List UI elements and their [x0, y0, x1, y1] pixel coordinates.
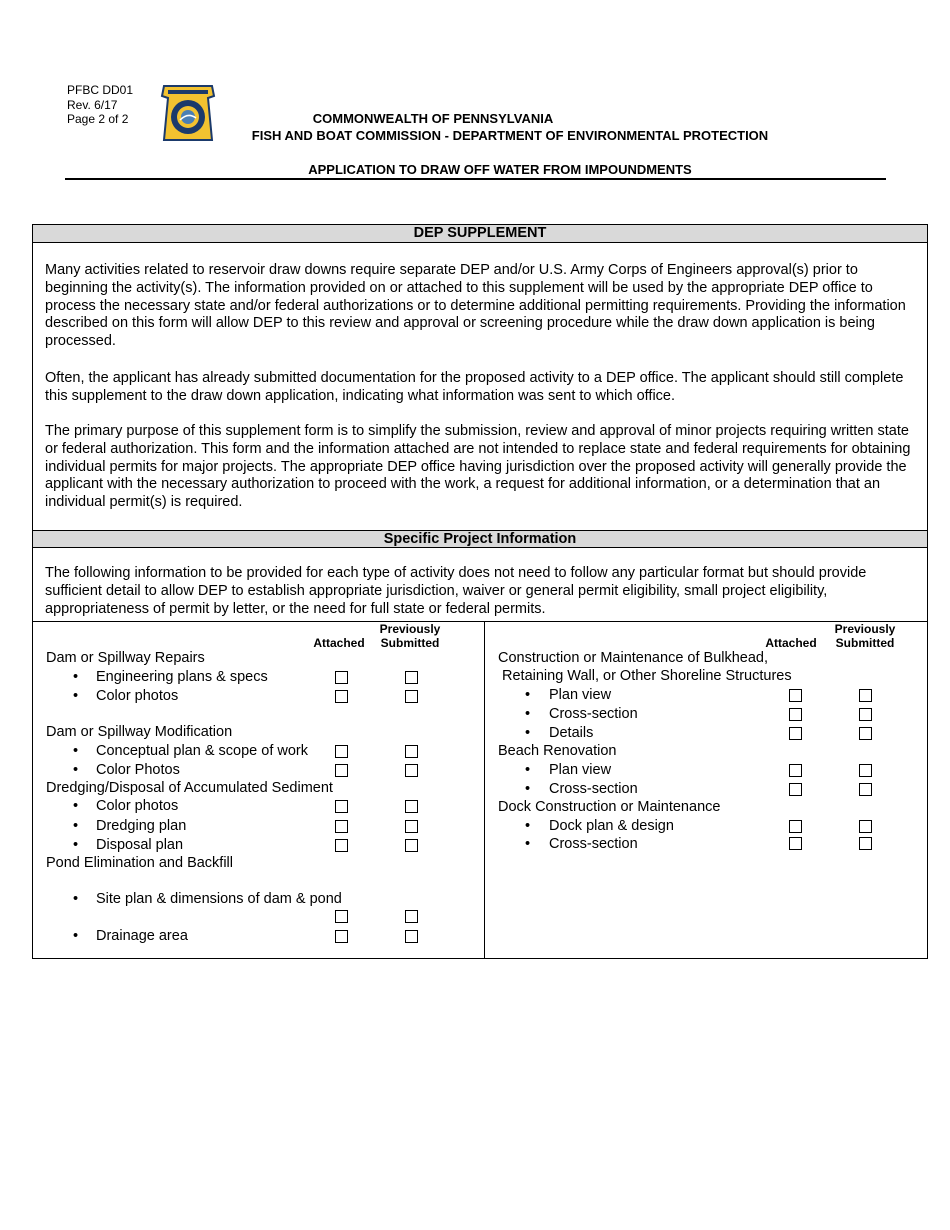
form-revision: Rev. 6/17 — [67, 97, 118, 112]
bullet: • — [73, 837, 79, 853]
bullet: • — [525, 836, 531, 852]
dep-supplement-box — [32, 224, 928, 959]
item-cross-section-dock: Cross-section — [549, 836, 638, 852]
header-rule — [65, 178, 886, 180]
site-plan-previously-checkbox[interactable] — [405, 910, 418, 923]
item-color-photos-modification: Color Photos — [96, 762, 180, 778]
plan-view-bulkhead-attached-checkbox[interactable] — [789, 689, 802, 702]
item-plan-view-beach: Plan view — [549, 762, 612, 778]
right-col-previously-header — [831, 622, 899, 650]
bullet: • — [525, 781, 531, 797]
header-line-3: APPLICATION TO DRAW OFF WATER FROM IMPOUNDMENTS — [308, 162, 692, 177]
color-photos-repairs-attached-checkbox[interactable] — [335, 690, 348, 703]
item-site-plan: Site plan & dimensions of dam & pond — [96, 891, 342, 907]
item-dock-plan: Dock plan & design — [549, 818, 674, 834]
group-dam-spillway-repairs: Dam or Spillway Repairs — [46, 650, 205, 666]
dep-supplement-title: DEP SUPPLEMENT — [33, 225, 927, 243]
submitted-label: Submitted — [380, 636, 440, 650]
item-dredging-plan: Dredging plan — [96, 818, 187, 834]
group-bulkhead-line-1: Construction or Maintenance of Bulkhead, — [498, 650, 769, 666]
bullet: • — [73, 688, 79, 704]
color-photos-modification-previously-checkbox[interactable] — [405, 764, 418, 777]
dredging-plan-attached-checkbox[interactable] — [335, 820, 348, 833]
group-pond-elimination: Pond Elimination and Backfill — [46, 855, 233, 871]
bullet: • — [525, 725, 531, 741]
page-number: Page 2 of 2 — [67, 112, 129, 126]
plan-view-beach-attached-checkbox[interactable] — [789, 764, 802, 777]
item-disposal-plan: Disposal plan — [96, 837, 184, 853]
details-attached-checkbox[interactable] — [789, 727, 802, 740]
group-beach-renovation: Beach Renovation — [498, 743, 617, 759]
group-dock-construction: Dock Construction or Maintenance — [498, 799, 721, 815]
left-col-previously-header — [377, 622, 443, 650]
checklist-top-rule — [33, 621, 927, 622]
dock-plan-attached-checkbox[interactable] — [789, 820, 802, 833]
item-cross-section-bulkhead: Cross-section — [549, 706, 638, 722]
cross-section-dock-previously-checkbox[interactable] — [859, 837, 872, 850]
project-intro: The following information to be provided for each type of activity does not need to follow any particular format but should provide sufficient detail to allow DEP to establish appropriate jurisdiction, waiver or general permit eligibility, small project eligibility, appropriateness of permit by letter, or the need for full state or federal permits. — [45, 565, 867, 617]
checklist-column-divider — [484, 621, 485, 959]
item-cross-section-beach: Cross-section — [549, 781, 638, 797]
project-info-title: Specific Project Information — [33, 530, 927, 548]
header-line-1: COMMONWEALTH OF PENNSYLVANIA — [312, 111, 554, 126]
details-previously-checkbox[interactable] — [859, 727, 872, 740]
bullet: • — [73, 669, 79, 685]
plan-view-bulkhead-previously-checkbox[interactable] — [859, 689, 872, 702]
bullet: • — [525, 687, 531, 703]
supplement-paragraph-2: Often, the applicant has already submitted documentation for the proposed activity to a DEP office. The applicant should still complete this supplement to the draw down application, indicating what information was sent to which office. — [45, 370, 904, 404]
item-conceptual-plan: Conceptual plan & scope of work — [96, 743, 308, 759]
dredging-plan-previously-checkbox[interactable] — [405, 820, 418, 833]
bullet: • — [525, 818, 531, 834]
cross-section-bulkhead-previously-checkbox[interactable] — [859, 708, 872, 721]
dock-plan-previously-checkbox[interactable] — [859, 820, 872, 833]
color-photos-modification-attached-checkbox[interactable] — [335, 764, 348, 777]
bullet: • — [73, 891, 79, 907]
engineering-plans-attached-checkbox[interactable] — [335, 671, 348, 684]
bullet: • — [73, 818, 79, 834]
bullet: • — [73, 762, 79, 778]
cross-section-bulkhead-attached-checkbox[interactable] — [789, 708, 802, 721]
submitted-label: Submitted — [835, 636, 895, 650]
group-dredging-disposal: Dredging/Disposal of Accumulated Sediment — [46, 780, 333, 796]
color-photos-dredging-attached-checkbox[interactable] — [335, 800, 348, 813]
supplement-paragraph-1: Many activities related to reservoir draw downs require separate DEP and/or U.S. Army Corps of Engineers approval(s) prior to beginning the activity(s). The information provided on or attached to this supplement will be used by the appropriate DEP office to process the necessary state and/or federal authorizations or to determine additional permitting requirements. Providing the information described on this form will allow DEP to this review and approval or screening procedure while the draw down application is being processed. — [45, 262, 906, 350]
conceptual-plan-attached-checkbox[interactable] — [335, 745, 348, 758]
conceptual-plan-previously-checkbox[interactable] — [405, 745, 418, 758]
bullet: • — [73, 743, 79, 759]
item-details: Details — [549, 725, 594, 741]
item-color-photos-repairs: Color photos — [96, 688, 179, 704]
plan-view-beach-previously-checkbox[interactable] — [859, 764, 872, 777]
right-col-attached-header: Attached — [765, 636, 817, 650]
disposal-plan-attached-checkbox[interactable] — [335, 839, 348, 852]
bullet: • — [525, 706, 531, 722]
item-color-photos-dredging: Color photos — [96, 798, 179, 814]
disposal-plan-previously-checkbox[interactable] — [405, 839, 418, 852]
site-plan-attached-checkbox[interactable] — [335, 910, 348, 923]
left-col-attached-header: Attached — [313, 636, 365, 650]
previously-label: Previously — [834, 622, 896, 636]
cross-section-dock-attached-checkbox[interactable] — [789, 837, 802, 850]
bullet: • — [73, 928, 79, 944]
item-plan-view-bulkhead: Plan view — [549, 687, 612, 703]
previously-label: Previously — [379, 622, 441, 636]
group-bulkhead-line-2: Retaining Wall, or Other Shoreline Structures — [502, 668, 792, 684]
form-id: PFBC DD01 — [67, 83, 134, 97]
header-line-2: FISH AND BOAT COMMISSION - DEPARTMENT OF ENVIRONMENTAL PROTECTION — [251, 128, 769, 143]
bullet: • — [525, 762, 531, 778]
item-drainage-area: Drainage area — [96, 928, 188, 944]
supplement-paragraph-3: The primary purpose of this supplement form is to simplify the submission, review and approval of minor projects requiring written state or federal authorization. This form and the information attached are not intended to replace state and federal requirements for obtaining individual permits for major projects. The appropriate DEP office having jurisdiction over the proposed activity will generally provide the applicant with the necessary authorization to proceed with the work, a request for additional information, or a determination that an individual permit(s) is required. — [45, 423, 911, 511]
color-photos-repairs-previously-checkbox[interactable] — [405, 690, 418, 703]
cross-section-beach-attached-checkbox[interactable] — [789, 783, 802, 796]
cross-section-beach-previously-checkbox[interactable] — [859, 783, 872, 796]
engineering-plans-previously-checkbox[interactable] — [405, 671, 418, 684]
item-engineering-plans: Engineering plans & specs — [96, 669, 268, 685]
bullet: • — [73, 798, 79, 814]
drainage-area-attached-checkbox[interactable] — [335, 930, 348, 943]
group-dam-spillway-modification: Dam or Spillway Modification — [46, 724, 233, 740]
color-photos-dredging-previously-checkbox[interactable] — [405, 800, 418, 813]
drainage-area-previously-checkbox[interactable] — [405, 930, 418, 943]
